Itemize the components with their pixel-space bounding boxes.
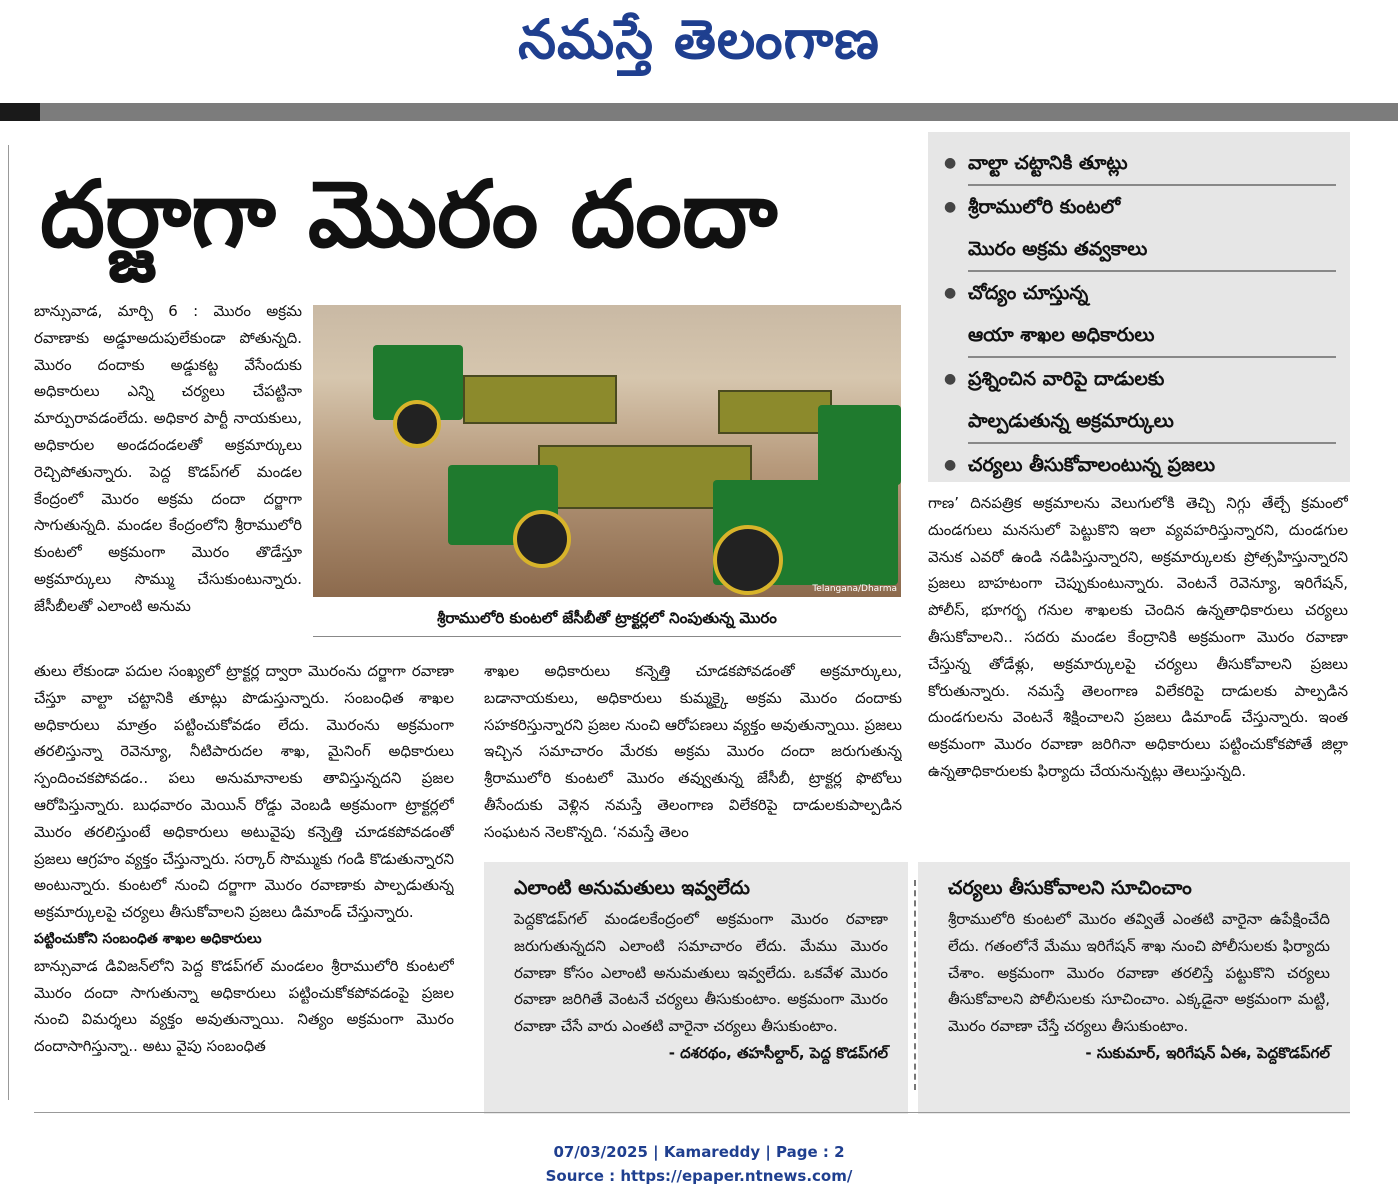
highlight-item: ● చర్యలు తీసుకోవాలంటున్న ప్రజలు xyxy=(968,444,1336,486)
highlight-item: ● ప్రశ్నించిన వారిపై దాడులకు xyxy=(968,358,1336,400)
article-column-1-top xyxy=(34,298,302,656)
wheel-shape xyxy=(513,510,571,568)
highlight-item: ● వాల్టా చట్టానికి తూట్లు xyxy=(968,142,1336,186)
article-paragraph: బాన్సువాడ డివిజన్‌లోని పెద్ద కొడప్‌గల్ మండలం శ్రీరాములోరి కుంటలో మొరం దందా సాగుతున్నా అధికారులు పట్టించుకోకపోవడంపై ప్రజల నుంచి విమర్శలు వ్యక్తం అవుతున్నాయి. నిత్యం అక్రమంగా మొరం దందాసాగిస్తున్నా.. అటు వైపు సంబంధిత xyxy=(34,956,454,1056)
quote-author: - సుకుమార్, ఇరిగేషన్ ఏఈ, పెద్దకొడప్‌గల్ xyxy=(1085,1043,1330,1062)
photo-credit: Telangana/Dharma xyxy=(812,584,897,594)
left-border-line xyxy=(8,145,9,1100)
footer-source-link[interactable]: Source : https://epaper.ntnews.com/ xyxy=(545,1167,853,1185)
quote-title: ఎలాంటి అనుమతులు ఇవ్వలేదు xyxy=(514,877,750,899)
newspaper-logo: నమస్తే తెలంగాణ xyxy=(518,8,880,71)
quote-author: - దశరథం, తహసీల్దార్, పెద్ద కొడప్‌గల్ xyxy=(668,1043,888,1062)
highlight-item: ఆయా శాఖల అధికారులు xyxy=(968,314,1336,358)
trolley-shape xyxy=(463,375,617,424)
news-photo xyxy=(313,305,901,597)
headline: దర్జాగా మొరం దందా xyxy=(40,161,778,268)
highlights-box xyxy=(928,132,1350,482)
article-paragraph: శాఖల అధికారులు కన్నెత్తి చూడకపోవడంతో అక్రమార్కులు, బడానాయకులు, అధికారులు కుమ్మక్కై అక్రమ మొరం దందాకు సహకరిస్తున్నారని ప్రజల నుంచి ఆరోపణలు వ్యక్తం అవుతున్నాయి. ప్రజలు ఇచ్చిన సమాచారం మేరకు అక్రమ మొరం దందా జరుగుతున్న శ్రీరాములోరి కుంటలో మొరం తవ్వుతున్న జేసీబీ, ట్రాక్టర్ల ఫొటోలు తీసేందుకు వెళ్లిన నమస్తే తెలంగాణ విలేకరిపై దాడులకుపాల్పడిన సంఘటన నెలకొన్నది. ‘నమస్తే తెలం xyxy=(484,662,902,841)
quote-box-tahsildar xyxy=(484,862,908,1114)
quote-title: చర్యలు తీసుకోవాలని సూచించాం xyxy=(948,877,1192,899)
wheel-shape xyxy=(713,525,783,595)
masthead xyxy=(0,0,1398,100)
trolley-shape xyxy=(718,390,832,434)
highlight-item: ● చోద్యం చూస్తున్న xyxy=(968,272,1336,314)
quote-divider xyxy=(914,880,916,1090)
wheel-shape xyxy=(393,400,441,448)
footer xyxy=(0,1140,1398,1188)
photo-caption: శ్రీరాములోరి కుంటలో జేసీబీతో ట్రాక్టర్లలో నింపుతున్న మొరం xyxy=(313,600,901,637)
article-column-1-bottom xyxy=(34,658,454,1114)
article-paragraph: తులు లేకుండా పదుల సంఖ్యలో ట్రాక్టర్ల ద్వారా మొరంను దర్జాగా రవాణా చేస్తూ వాల్టా చట్టానికి తూట్లు పొడుస్తున్నారు. సంబంధిత శాఖల అధికారులు మాత్రం పట్టించుకోవడం లేదు. మొరంను అక్రమంగా తరలిస్తున్నా రెవెన్యూ, నీటిపారుదల శాఖ, మైనింగ్ అధికారులు స్పందించకపోవడం.. పలు అనుమానాలకు తావిస్తున్నదని ప్రజల ఆరోపిస్తున్నారు. బుధవారం మెయిన్ రోడ్డు వెంబడి అక్రమంగా ట్రాక్టర్లలో మొరం తరలిస్తుంటే అధికారులు అటువైపు కన్నెత్తి చూడకపోవడంతో ప్రజలు ఆగ్రహం వ్యక్తం చేస్తున్నారు. సర్కార్ సొమ్ముకు గండి కొడుతున్నారని అంటున్నారు. కుంటలో నుంచి దర్జాగా మొరం రవాణాకు పాల్పడుతున్న అక్రమార్కులపై చర్యలు తీసుకోవాలని ప్రజలు డిమాండ్ చేస్తున్నారు. xyxy=(34,662,454,922)
quote-body: పెద్దకొడప్‌గల్ మండలకేంద్రంలో అక్రమంగా మొరం రవాణా జరుగుతున్నదని ఎలాంటి సమాచారం లేదు. మేము మొరం రవాణా కోసం ఎలాంటి అనుమతులు ఇవ్వలేదు. ఒకవేళ మొరం రవాణా జరిగితే వెంటనే చర్యలు తీసుకుంటాం. అక్రమంగా మొరం రవాణా చేసే వారు ఎంతటి వారైనా చర్యలు తీసుకుంటాం. xyxy=(514,910,888,1036)
highlight-item: పాల్పడుతున్న అక్రమార్కులు xyxy=(968,400,1336,444)
header-bar xyxy=(0,103,1398,121)
article-subhead: పట్టించుకోని సంబంధిత శాఖల అధికారులు xyxy=(34,930,262,947)
article-paragraph: గాణ’ దినపత్రిక అక్రమాలను వెలుగులోకి తెచ్చి నిగ్గు తేల్చే క్రమంలో దుండగులు మనసులో పెట్టుకొని ఇలా వ్యవహరిస్తున్నారని, దుండగుల వెనుక ఎవరో ఉండి నడిపిస్తున్నారని, అక్రమార్కులకు ప్రోత్సహిస్తున్నారని ప్రజలు బాహటంగా చెప్పుకుంటున్నారు. వెంటనే రెవెన్యూ, ఇరిగేషన్, పోలీస్, భూగర్భ గనుల శాఖలకు చెందిన ఉన్నతాధికారులు చర్యలు తీసుకోవాలని.. సదరు మండల కేంద్రానికి అక్రమంగా మొరం రవాణా చేస్తున్న తోడేళ్లు, అక్రమార్కులపై చర్యలు తీసుకోవాలని ప్రజలు కోరుతున్నారు. నమస్తే తెలంగాణ విలేకరిపై దాడులకు పాల్పడిన దుండగులను వెంటనే శిక్షించాలని ప్రజలు డిమాండ్ చేస్తున్నారు. ఇంత అక్రమంగా మొరం రవాణా జరిగినా అధికారులు పట్టించుకోకపోతే జిల్లా ఉన్నతాధికారులకు ఫిర్యాదు చేయనున్నట్లు తెలుస్తున్నది. xyxy=(928,494,1348,780)
article-column-2 xyxy=(484,658,902,854)
article-column-3 xyxy=(928,490,1348,854)
quote-body: శ్రీరాములోరి కుంటలో మొరం తవ్వితే ఎంతటి వారైనా ఉపేక్షించేది లేదు. గతంలోనే మేము ఇరిగేషన్ శాఖ నుంచి పోలీసులకు ఫిర్యాదు చేశాం. అక్రమంగా మొరం రవాణా తరలిస్తే పట్టుకొని చర్యలు తీసుకోవాలని పోలీసులకు సూచించాం. ఎక్కడైనా అక్రమంగా మట్టి, మొరం రవాణా చేస్తే చర్యలు తీసుకుంటాం. xyxy=(948,910,1330,1036)
quote-box-irrigation xyxy=(918,862,1350,1114)
article-paragraph: బాన్సువాడ, మార్చి 6 : మొరం అక్రమ రవాణాకు అడ్డూఅదుపులేకుండా పోతున్నది. మొరం దందాకు అడ్డుకట్ట వేసేందుకు అధికారులు ఎన్ని చర్యలు చేపట్టినా మార్పురావడంలేదు. అధికార పార్టీ నాయకులు, అధికారుల అండదండలతో అక్రమార్కులు రెచ్చిపోతున్నారు. పెద్ద కొడప్‌గల్ మండల కేంద్రంలో మొరం అక్రమ దందా దర్జాగా సాగుతున్నది. మండల కేంద్రంలోని శ్రీరాములోరి కుంటలో అక్రమంగా మొరం తొడేస్తూ అక్రమార్కులు సొమ్ము చేసుకుంటున్నారు. జేసీబీలతో ఎలాంటి అనుమ xyxy=(34,302,302,615)
highlight-item: ● శ్రీరాములోరి కుంటలో xyxy=(968,186,1336,228)
header-bar-accent xyxy=(0,103,40,121)
footer-date-page: 07/03/2025 | Kamareddy | Page : 2 xyxy=(553,1143,845,1161)
tractor-shape xyxy=(818,405,901,485)
bottom-rule xyxy=(34,1112,1350,1113)
highlight-item: మొరం అక్రమ తవ్వకాలు xyxy=(968,228,1336,272)
